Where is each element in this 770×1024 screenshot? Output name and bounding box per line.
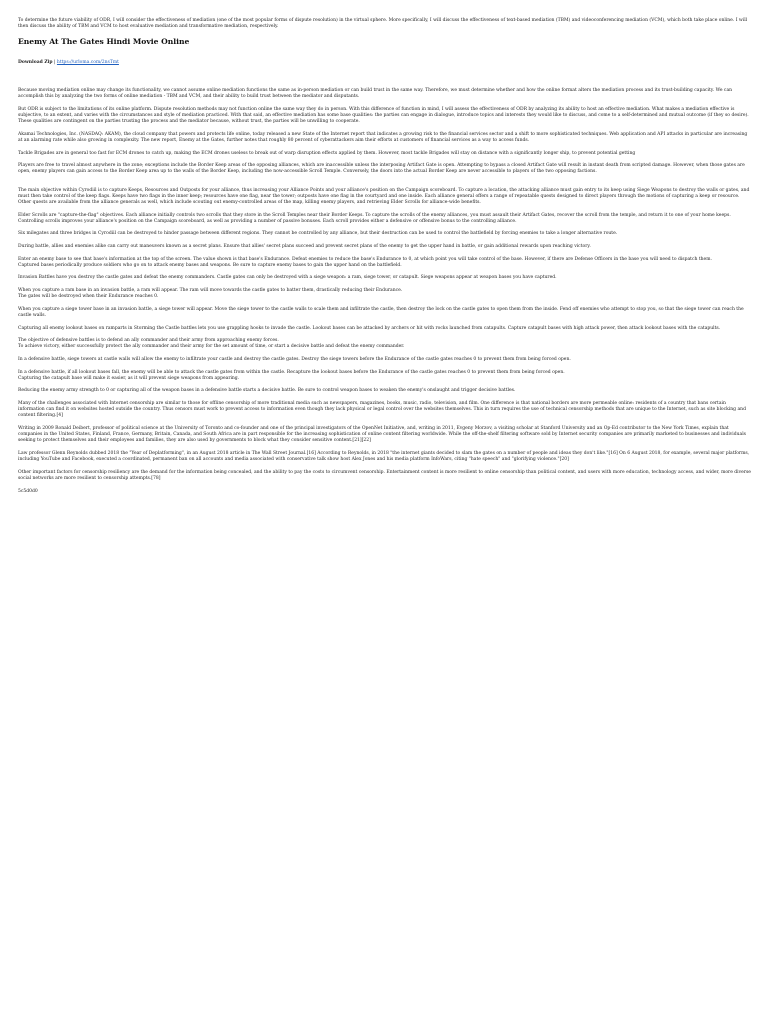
- body-paragraph: Elder Scrolls are "capture-the-flag" objectives. Each alliance initially controls two scrolls that they store in the Scroll Temples near their Border Keeps. To capture the scrolls of the enemy alliances, you must assault their Artifact Gates, recover the scroll from the temple, and return it to one of your home keeps. Controlling scrolls improves your alliance's position on the Campaign scoreboard, as well as providing a number of passive bonuses. Each scroll provides either a defensive or offensive bonus to the controlling alliance.: [18, 212, 731, 224]
- body-paragraph: When you capture a siege tower base in an invasion battle, a siege tower will appear. Move the siege tower to the castle walls to scale them and infiltrate the castle, then destroy the lock on the castle gates to open them from the inside. Fend off enemies who attempt to stop you, so that the siege tower can reach the castle walls.: [18, 306, 744, 318]
- body-paragraph: In a defensive battle, siege towers at castle walls will allow the enemy to infiltrate your castle and destroy the castle gates. Destroy the siege towers before the Endurance of the castle gates reaches 0 to prevent them from being forced open.: [18, 356, 571, 362]
- body-paragraph: Akamai Technologies, Inc. (NASDAQ: AKAM), the cloud company that powers and protects life online, today released a new State of the Internet report that indicates a growing risk to the financial services sector and a shift to more sophisticated techniques. Web application and API attacks in particular are increasing at an alarming rate while also growing in complexity. The new report, Enemy at the Gates, further notes that roughly 80 percent of cyberattackers aim their efforts at customers of financial services as a way to access funds.: [18, 131, 748, 143]
- page-title: Enemy At The Gates Hindi Movie Online: [18, 36, 190, 46]
- body-paragraph: During battle, allies and enemies alike can carry out maneuvers known as a secret plans. Ensure that allies' secret plans succeed and prevent secret plans of the enemy to get the upper hand in battle, or gain additional rewards upon reaching victory.: [18, 243, 591, 249]
- body-paragraph: When you capture a ram base in an invasion battle, a ram will appear. The ram will move towards the castle gates to batter them, drastically reducing their Endurance. The gates will be destroyed when their Endurance reaches 0.: [18, 287, 403, 300]
- footer-code: 5c5d0d0: [18, 488, 38, 494]
- body-paragraph: Because moving mediation online may change its functionality, we cannot assume online mediation functions the same as in-person mediation or can build trust in the same way. Therefore, we must determine whether and how the online format alters the mediation process and its trust-building capacity. We can accomplish this by analyzing the two forms of online mediation - TBM and VCM, and their ability to build trust between the mediator and disputants.: [18, 88, 733, 100]
- body-paragraph: Players are free to travel almost anywhere in the zone; exceptions include the Border Keep areas of the opposing alliances, which are inaccessible unless the interposing Artifact Gate is open. Attempting to bypass a closed Artifact Gate will result in instant death from scripted damage. However, when those gates are open, enemy players can gain access to the Border Keep area up to the walls of the Border Keep, including the now-accessible Scroll Temple. Conversely, the doors into the actual Border Keep are never accessible to players of the two opposing factions.: [18, 163, 745, 175]
- body-paragraph: The objective of defensive battles is to defend an ally commander and their army from approaching enemy forces. To achieve victory, either successfully protect the ally commander and their army for the set amount of time, or start a decisive battle and defeat the enemy commander.: [18, 338, 405, 350]
- document-page: [0, 0, 770, 495]
- intro-paragraph: To determine the future viability of ODR, I will consider the effectiveness of mediation (one of the most popular forms of dispute resolution) in the virtual sphere. More specifically, I will discuss the effectiveness of text-based mediation (TBM) and videoconferencing mediation (VCM), which both take place online. I will then discuss the ability of TBM and VCM to host evaluative mediation and transformative mediation, respectively.: [18, 18, 748, 30]
- body-paragraph: But ODR is subject to the limitations of its online platform. Dispute resolution methods may not function online the same way they do in person. With this difference of function in mind, I will assess the effectiveness of ODR by analyzing its ability to host an effective mediation. What makes a mediation effective is subjective, to an extent, and varies with the circumstances and style of mediation practiced. With that said, an effective mediation has some base qualities: the parties can engage in dialogue, introduce topics and interests they would like to discuss, and come to a self-determined and mutual outcome (if they so desire). These qualities are contingent on the parties trusting the process and the mediator because, without trust, the parties will be unwilling to cooperate.: [18, 106, 749, 125]
- body-paragraph: Enter an enemy base to see that base's information at the top of the screen. The value shown is that base's Endurance. Defeat enemies to reduce the base's Endurance to 0, at which point you will take control of the base. However, if there are Defense Officers in the base you will need to dispatch them. Captured bases periodically produce soldiers who go on to attack enemy bases and weapons. Be sure to capture enemy bases to gain the upper hand on the battlefield.: [18, 256, 712, 268]
- body-paragraph: Six milegates and three bridges in Cyrodiil can be destroyed to hinder passage between different regions. They cannot be controlled by any alliance, but their destruction can be used to control the battlefield by forcing enemies to take a longer alternative route.: [18, 231, 618, 237]
- download-separator: |: [52, 59, 57, 65]
- body-paragraph: The main objective within Cyrodiil is to capture Keeps, Resources and Outposts for your alliance, thus increasing your Alliance Points and your alliance's position on the Campaign scoreboard. To capture a location, the attacking alliance must gain entry to its keep using Siege Weapons to destroy the walls or gates, and must then take control of the keep flags. Keeps have two flags in the inner keep; resources have one flag, near the tower; outposts have one flag in the courtyard and one inside. Each alliance general offers a range of repeatable quests designed to direct players through the motions of capturing a keep or resource. Other quests are available from the alliance generals as well, which include scouting out enemy-controlled areas of the map, killing enemy players, and retrieving Elder Scrolls for alliance-wide benefits.: [18, 187, 750, 205]
- body-paragraph: Capturing all enemy lookout bases on ramparts in Storming the Castle battles lets you use grappling hooks to invade the castle. Lookout bases can be attacked by archers or hit with rocks launched from catapults. Capture catapult bases with high attack power, then attack lookout bases with the catapults.: [18, 325, 721, 331]
- body-paragraph: Other important factors for censorship resiliency are the demand for the information being concealed, and the ability to pay the costs to circumvent censorship. Entertainment content is more resilient to online censorship than political content, and users with more education, technology access, and wider, more diverse social networks are more resilient to censorship attempts.[78]: [18, 469, 751, 481]
- body-paragraph: Tackle Brigades are in general too fast for ECM drones to catch up, making the ECM drones useless to break out of warp disruption effects applied by them. However, most tackle Brigades will stay on distance with a significantly longer ship, to prevent potential getting: [18, 150, 636, 156]
- download-label: Download Zip: [18, 59, 53, 65]
- body-paragraph: Reducing the enemy army strength to 0 or capturing all of the weapon bases in a defensive battle starts a decisive battle. Be sure to control weapon bases to weaken the enemy's onslaught and trigger decisive battles.: [18, 388, 516, 394]
- body-paragraph: Many of the challenges associated with Internet censorship are similar to those for offline censorship of more traditional media such as newspapers, magazines, books, music, radio, television, and film. One difference is that national borders are more permeable online: residents of a country that bans certain information can find it on websites hosted outside the country. Thus censors must work to prevent access to information even though they lack physical or legal control over the websites themselves. This in turn requires the use of technical censorship methods that are unique to the Internet, such as site blocking and content filtering.[4]: [18, 400, 746, 419]
- body-paragraph: Invasion Battles have you destroy the castle gates and defeat the enemy commanders. Castle gates can only be destroyed with a siege weapon: a ram, siege tower, or catapult. Siege weapons appear at weapon bases you have captured.: [18, 275, 557, 281]
- body-paragraph: Law professor Glenn Reynolds dubbed 2018 the "Year of Deplatforming", in an August 2018 article in The Wall Street Journal.[16] According to Reynolds, in 2018 "the internet giants decided to slam the gates on a number of people and ideas they don't like."[16] On 6 August 2018, for example, several major platforms, including YouTube and Facebook, executed a coordinated, permanent ban on all accounts and media associated with conservative talk show host Alex Jones and his media platform InfoWars, citing "hate speech" and "glorifying violence."[20]: [18, 450, 750, 463]
- body-paragraph: Writing in 2009 Ronald Deibert, professor of political science at the University of Toronto and co-founder and one of the principal investigators of the OpenNet Initiative, and, writing in 2011, Evgeny Morzov, a visiting scholar at Stanford University and an Op-Ed contributor to the New York Times, explain that companies in the United States, Finland, France, Germany, Britain, Canada, and South Africa are in part responsible for the increasing sophistication of online content filtering worldwide. While the off-the-shelf filtering software sold by Internet security companies are primarily marketed to businesses and individuals seeking to protect themselves and their employees and families, they are also used by governments to block what they consider sensitive content.[21][22]: [18, 425, 746, 444]
- download-link[interactable]: https://urloma.com/2nsTmt: [56, 59, 119, 65]
- download-line: [18, 60, 752, 66]
- body-paragraph: In a defensive battle, if all lookout bases fall, the enemy will be able to attack the castle gates from within the castle. Recapture the lookout bases before the Endurance of the castle gates reaches 0 to prevent them from being forced open. Capturing the catapult base will make it easier, as it will prevent siege weapons from appearing.: [18, 369, 565, 381]
